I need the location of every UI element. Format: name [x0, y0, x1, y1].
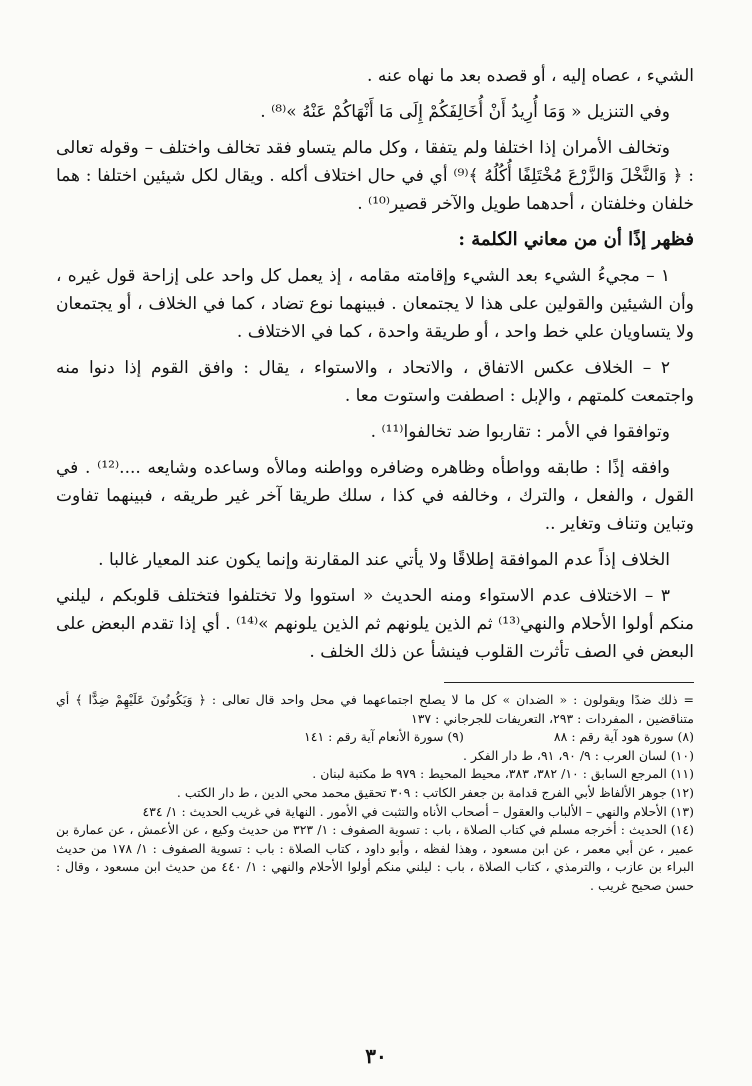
footnote-8: (٨) سورة هود آية رقم : ٨٨ — [553, 729, 694, 745]
section-heading: فظهر إذًا أن من معاني الكلمة : — [458, 229, 694, 250]
paragraph-1: الشيء ، عصاه إليه ، أو قصده بعد ما نهاه عنه . — [367, 66, 694, 86]
paragraph-5: ٢ – الخلاف عكس الاتفاق ، والاتحاد ، والاستواء ، يقال : وافق القوم إذا دنوا منه واجتمعت كلمتهم ، والإبل : اصطفت واستوت معا . — [56, 358, 694, 406]
footnotes — [56, 691, 694, 896]
footnote-11: (١١) المرجع السابق : ١٠/ ٣٨٢، ٣٨٣، محيط المحيط : ٩٧٩ ط مكتبة لبنان . — [312, 766, 694, 782]
footnote-separator — [444, 682, 694, 683]
paragraph-6: وتوافقوا في الأمر : تقاربوا ضد تخالفوا⁽¹¹⁾ . — [370, 422, 670, 442]
footnote-continuation: = ذلك ضدًا ويقولون : « الضدان » كل ما لا يصلح اجتماعهما في محل واحد قال تعالى : ﴿ وَيَكُونُونَ عَلَيْهِمْ ضِدًّا ﴾ أي متناقضين ، المفردات : ٢٩٣، التعريفات للجرجاني : ١٣٧ — [56, 692, 694, 726]
paragraph-9: ٣ – الاختلاف عدم الاستواء ومنه الحديث « استووا ولا تختلفوا فتختلف قلوبكم ، ليلني منكم أولوا الأحلام والنهي⁽¹³⁾ ثم الذين يلونهم ثم الذين يلونهم »⁽¹⁴⁾ . أي إذا تقدم البعض على البعض في الصف تأثرت القلوب فينشأ عن ذلك الخلف . — [56, 586, 694, 662]
footnote-14: (١٤) الحديث : أخرجه مسلم في كتاب الصلاة ، باب : تسوية الصفوف : ١/ ٣٢٣ من حديث وكيع ، عن الأعمش ، عن عمارة بن عمير ، عن أبي معمر ، عن ابن مسعود ، وهذا لفظه ، وأبو داود ، كتاب الصلاة : باب : تسوية الصفوف : ١/ ١٧٨ من حديث البراء بن عازب ، والترمذي ، كتاب الصلاة ، باب : ليلني منكم أولوا الأحلام والنهي : ١/ ٤٤٠ من حديث ابن مسعود ، وقال : حسن صحيح غريب . — [56, 822, 694, 893]
paragraph-3: وتخالف الأمران إذا اختلفا ولم يتفقا ، وكل مالم يتساو فقد تخالف واختلف – وقوله تعالى : ﴿ وَالنَّخْلَ وَالزَّرْعَ مُخْتَلِفًا أُكُلُهُ ﴾⁽⁹⁾ أي في حال اختلاف أكله . ويقال لكل شيئين اختلفا : هما خلفان وخلفتان ، أحدهما طويل والآخر قصير⁽¹⁰⁾ . — [56, 138, 694, 214]
footnote-10: (١٠) لسان العرب : ٩/ ٩٠، ٩١، ط دار الفكر . — [463, 747, 694, 763]
footnote-9: (٩) سورة الأنعام آية رقم : ١٤١ — [304, 729, 464, 745]
paragraph-4: ١ – مجيءُ الشيء بعد الشيء وإقامته مقامه ، إذ يعمل كل واحد على إزاحة قول غيره ، وأن الشيئين والقولين على هذا لا يجتمعان . فبينهما نوع تضاد ، كما في الخلاف ، أو يجتمعان ولا يتساويان علي خط واحد ، أو طريقة واحدة ، كما في الاختلاف . — [56, 266, 694, 342]
page-number: ٣٠ — [365, 1044, 387, 1068]
paragraph-2: وفي التنزيل « وَمَا أُرِيدُ أَنْ أُخَالِفَكُمْ إِلَى مَا أَنْهَاكُمْ عَنْهُ »⁽⁸⁾ . — [260, 102, 670, 122]
footnote-12: (١٢) جوهر الألفاظ لأبي الفرج قدامة بن جعفر الكاتب : ٣٠٩ تحقيق محمد محي الدين ، ط دار الكتب . — [176, 784, 694, 800]
paragraph-7: وافقه إذًا : طابقه وواطأه وظاهره وضافره وواطنه ومالأه وساعده وشايعه ....⁽¹²⁾ . في القول ، والفعل ، والترك ، وخالفه في كذا ، سلك طريقا آخر غير طريقه ، فبينهما تفاوت وتباين وتناف وتغاير .. — [56, 458, 694, 534]
paragraph-8: الخلاف إذاً عدم الموافقة إطلاقًا ولا يأتي عند المقارنة وإنما يكون عند المعيار غالبا . — [98, 550, 670, 570]
footnote-13: (١٣) الأحلام والنهي – الألباب والعقول – أصحاب الأناه والتثبت في الأمور . النهاية في غريب الحديث : ١/ ٤٣٤ — [142, 803, 694, 819]
footnote-row-8-9 — [56, 728, 694, 747]
